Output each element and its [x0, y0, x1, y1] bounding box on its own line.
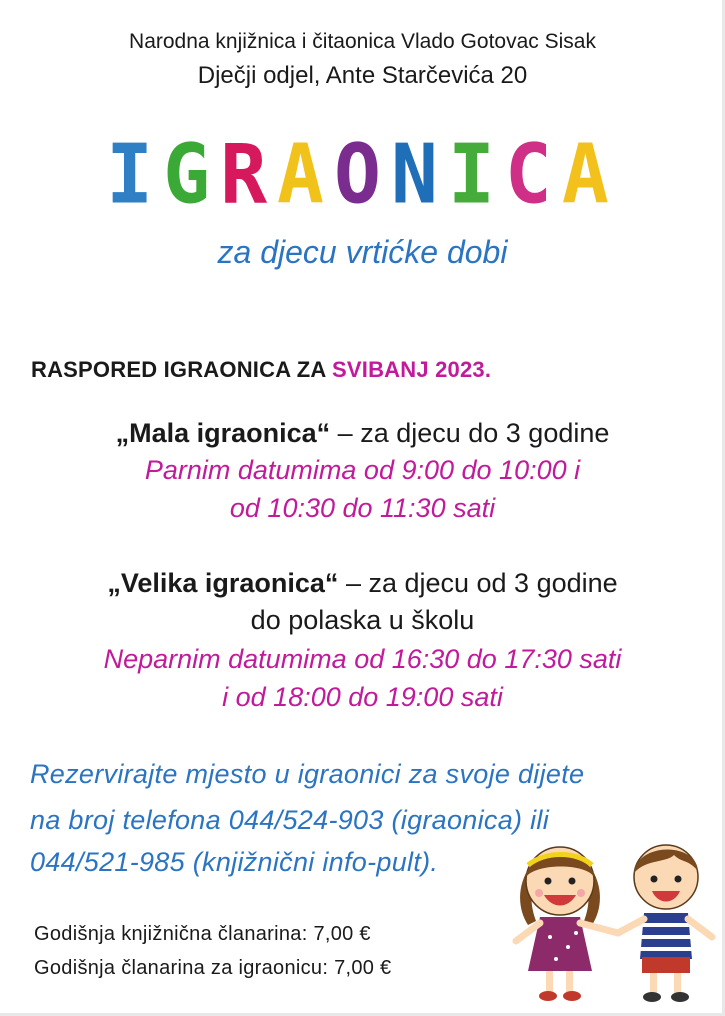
title-letter: I: [106, 127, 164, 223]
mala-igraonica-line: [0, 418, 725, 449]
velika-time-line-2: i od 18:00 do 19:00 sati: [222, 682, 503, 712]
velika-igraonica-name: „Velika igraonica“: [107, 568, 339, 598]
reservation-line-1: Rezervirajte mjesto u igraonici za svoje dijete: [30, 759, 585, 789]
title-letter: O: [334, 127, 391, 223]
title-letter: C: [504, 127, 562, 223]
title-letter: G: [163, 127, 221, 223]
velika-age-line-2: do polaska u školu: [250, 605, 475, 635]
title-letter: R: [220, 127, 278, 223]
title-letter: A: [277, 127, 335, 223]
reservation-line-3: 044/521-985 (knjižnični info-pult).: [30, 847, 439, 877]
velika-time-line-1: Neparnim datumima od 16:30 do 17:30 sati: [103, 644, 622, 674]
girl-figure: [516, 847, 618, 1001]
children-illustration: [506, 833, 718, 1005]
playroom-fee: Godišnja članarina za igraonicu: 7,00 €: [34, 957, 392, 979]
library-name: Narodna knjižnica i čitaonica Vlado Gotovac Sisak: [129, 30, 596, 53]
igraonica-title: [0, 127, 725, 223]
velika-igraonica-line: [0, 568, 725, 599]
mala-igraonica-name: „Mala igraonica“: [115, 418, 331, 448]
title-letter: N: [390, 127, 448, 223]
schedule-heading: [31, 357, 491, 383]
reservation-line-2: na broj telefona 044/524-903 (igraonica) ili: [30, 805, 550, 835]
boy-figure: [618, 845, 712, 1002]
schedule-month: SVIBANJ 2023.: [332, 357, 492, 382]
mala-igraonica-age: – za djecu do 3 godine: [330, 418, 610, 448]
membership-fee: Godišnja knjižnična članarina: 7,00 €: [34, 923, 371, 945]
velika-igraonica-age: – za djecu od 3 godine: [338, 568, 618, 598]
department-address: Dječji odjel, Ante Starčevića 20: [197, 62, 528, 89]
title-letter: I: [447, 127, 505, 223]
mala-time-line-2: od 10:30 do 11:30 sati: [229, 493, 496, 523]
mala-time-line-1: Parnim datumima od 9:00 do 10:00 i: [144, 455, 581, 485]
subtitle: za djecu vrtićke dobi: [217, 234, 508, 270]
title-letter: A: [561, 127, 619, 223]
schedule-heading-text: RASPORED IGRAONICA ZA: [31, 357, 326, 382]
